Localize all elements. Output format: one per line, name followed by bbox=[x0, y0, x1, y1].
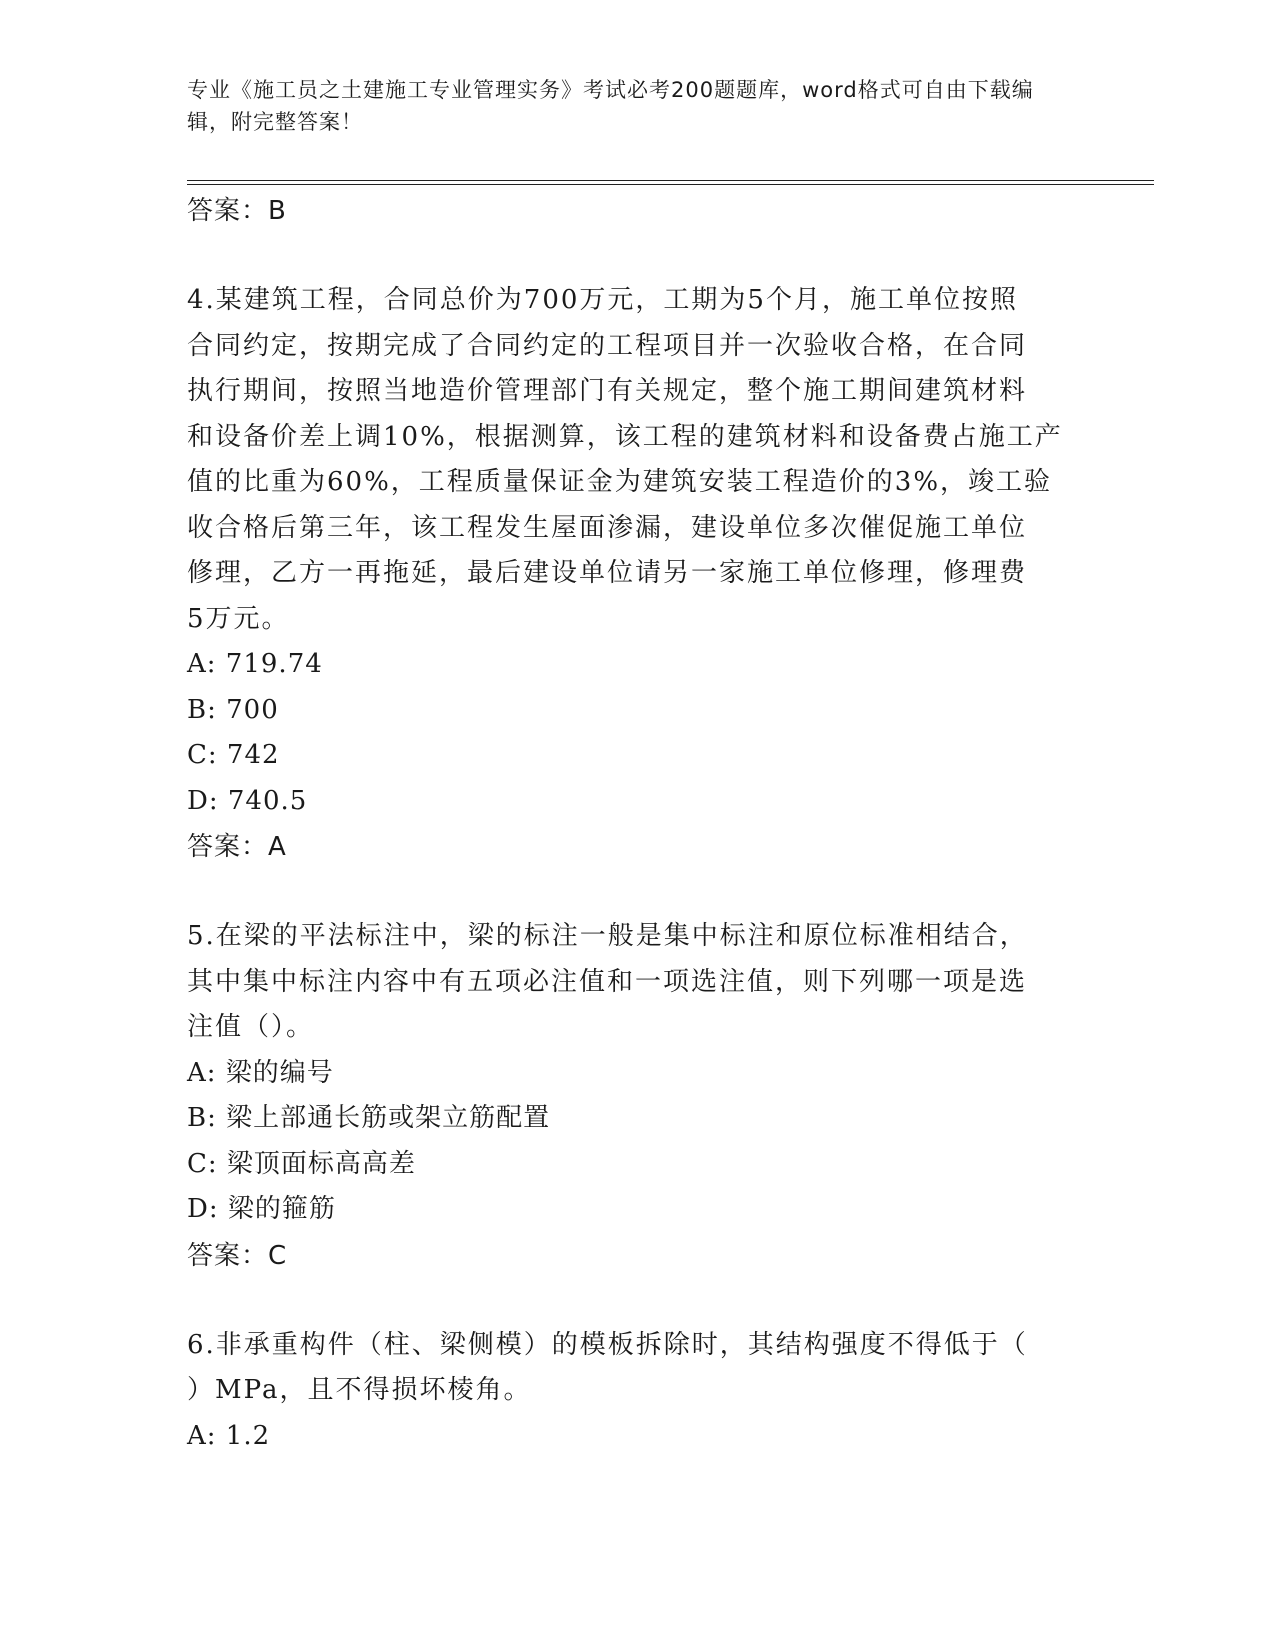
answer-line: 答案：A bbox=[187, 832, 287, 862]
question-block bbox=[187, 1323, 1087, 1460]
option-c: C: 梁顶面标高高差 bbox=[187, 1148, 416, 1179]
header-divider-bottom bbox=[187, 184, 1154, 185]
option-a: A: 梁的编号 bbox=[187, 1057, 334, 1088]
question-text: 6.非承重构件（柱、梁侧模）的模板拆除时，其结构强度不得低于（ ）MPa，且不得损坏棱角。 bbox=[187, 1329, 1028, 1405]
option-c: C: 742 bbox=[187, 740, 280, 770]
answer-line: 答案：C bbox=[187, 1240, 288, 1271]
document-body bbox=[187, 188, 1087, 1459]
question-block bbox=[187, 914, 1087, 1279]
answer-line: 答案：B bbox=[187, 196, 287, 226]
option-b: B: 梁上部通长筋或架立筋配置 bbox=[187, 1103, 551, 1133]
option-b: B: 700 bbox=[187, 694, 279, 725]
question-block bbox=[187, 278, 1087, 870]
document-header: 专业《施工员之土建施工专业管理实务》考试必考200题题库，word格式可自由下载编辑，附完整答案！ bbox=[187, 78, 1034, 134]
option-a: A: 719.74 bbox=[187, 649, 323, 679]
header-divider-top bbox=[187, 180, 1154, 181]
option-d: D: 梁的箍筋 bbox=[187, 1194, 336, 1224]
question-text: 5.在梁的平法标注中，梁的标注一般是集中标注和原位标准相结合， 其中集中标注内容中有五项必注值和一项选注值，则下列哪一项是选 注值（）。 bbox=[187, 921, 1028, 1042]
option-a: A: 1.2 bbox=[187, 1420, 271, 1451]
option-d: D: 740.5 bbox=[187, 785, 308, 816]
question-text: 4.某建筑工程，合同总价为700万元，工期为5个月，施工单位按照 合同约定，按期完成了合同约定的工程项目并一次验收合格，在合同 执行期间，按照当地造价管理部门有关规定，整个施工期间建筑材料 和设备价差上调10%，根据测算，该工程的建筑材料和设备费占施工产 值的比重为60%，工程质量保证金为建筑安装工程造价的3%，竣工验 收合格后第三年，该工程发生屋面渗漏，建设单位多次催促施工单位 修理，乙方一再拖延，最后建设单位请另一家施工单位修理，修理费 5万元。 bbox=[187, 285, 1063, 634]
